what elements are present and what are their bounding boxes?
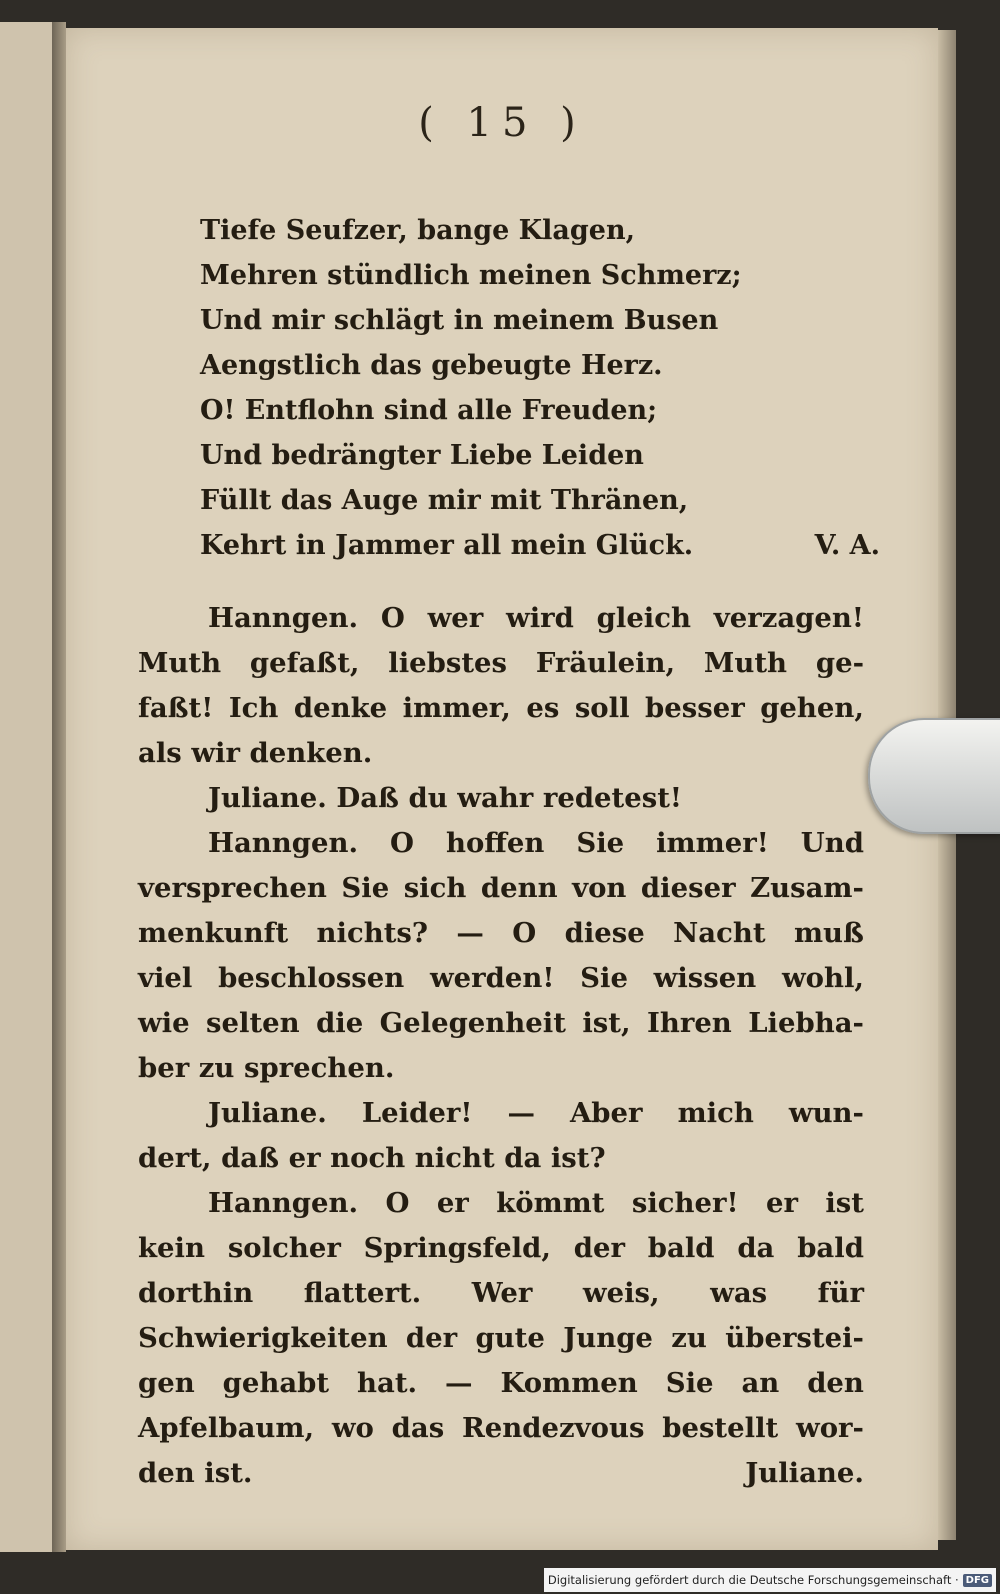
text-line [138,1361,864,1406]
word: er [436,1187,469,1219]
word: besser [645,692,745,724]
word: Wer [471,1277,533,1309]
word: flattert. [303,1277,422,1309]
word: bestellt [662,1412,779,1444]
word: von [572,872,627,904]
word: diese [564,917,645,949]
word: Sie [341,872,390,904]
word: Hanngen. [208,1187,359,1219]
word: Junge [563,1322,653,1354]
word: O [385,1187,410,1219]
word: bald [647,1232,715,1264]
text-line [138,1226,864,1271]
word: wissen [653,962,757,994]
text-line [138,1091,864,1136]
poem-line: Mehren stündlich meinen Schmerz; [200,260,742,291]
word: wun- [788,1097,864,1129]
text-line [138,1316,864,1361]
last-line [138,1451,864,1496]
word: denn [480,872,558,904]
word: soll [574,692,630,724]
word: den [807,1367,864,1399]
word: wo [331,1412,374,1444]
text-line [138,1001,864,1046]
word: menkunft [138,917,289,949]
word: gehabt [222,1367,330,1399]
word: selten [206,1007,300,1039]
word: Leider! [361,1097,473,1129]
word: Schwierigkeiten [138,1322,388,1354]
word: O [512,917,537,949]
word: sich [403,872,467,904]
word: Kommen [500,1367,638,1399]
word: Juliane. [208,1097,327,1129]
text-line [138,641,864,686]
word: wor- [796,1412,864,1444]
poem-line: Tiefe Seufzer, bange Klagen, [200,215,635,246]
word: hoffen [445,827,545,859]
poem-line: Füllt das Auge mir mit Thränen, [200,485,689,516]
previous-page-edge [0,22,55,1552]
word: überstei- [725,1322,864,1354]
word: immer! [656,827,769,859]
dialogue-text [138,596,864,1496]
word: der [573,1232,625,1264]
word: für [817,1277,864,1309]
text-line [138,1406,864,1451]
text-line: als wir denken. [138,737,373,769]
word: zu [671,1322,707,1354]
poem-line: O! Entflohn sind alle Freuden; [200,395,658,426]
word: verzagen! [713,602,864,634]
word: werden! [429,962,555,994]
word: O [390,827,415,859]
text-line [138,1271,864,1316]
poem-line: Und bedrängter Liebe Leiden [200,440,644,471]
word: Sie [580,962,628,994]
word: solcher [227,1232,341,1264]
text-line: Juliane. Daß du wahr redetest! [208,782,682,814]
word: Und [800,827,864,859]
word: Hanngen. [208,827,359,859]
word: an [741,1367,780,1399]
word: gleich [596,602,691,634]
word: denke [293,692,388,724]
word: Apfelbaum, [138,1412,315,1444]
poem-signature: V. A. [814,530,880,561]
word: immer, [402,692,511,724]
word: was [710,1277,768,1309]
digitization-footer [544,1568,996,1592]
word: — [507,1097,535,1129]
word: mich [677,1097,754,1129]
word: er [765,1187,798,1219]
word: Muth [703,647,788,679]
word: Rendezvous [461,1412,645,1444]
word: weis, [582,1277,660,1309]
word: die [316,1007,364,1039]
word: faßt! [138,692,214,724]
book-page [66,28,938,1550]
text-line [138,1181,864,1226]
word: gefaßt, [249,647,360,679]
word: Sie [665,1367,714,1399]
word: O [380,602,405,634]
word: — [445,1367,473,1399]
word: Fräulein, [535,647,676,679]
poem-line: Kehrt in Jammer all mein Glück. [200,530,694,561]
page-number: ( 15 ) [418,100,586,146]
word: wer [427,602,484,634]
word: Springsfeld, [363,1232,551,1264]
page-clip [868,718,1000,834]
word: da [737,1232,775,1264]
word: gehen, [760,692,864,724]
word: wohl, [781,962,864,994]
footer-text: Digitalisierung gefördert durch die Deutsche Forschungsgemeinschaft · [547,1573,959,1587]
word: viel [138,962,193,994]
word: Aber [569,1097,643,1129]
text-line [138,956,864,1001]
word: das [391,1412,445,1444]
word: es [526,692,560,724]
poem-line: Und mir schlägt in meinem Busen [200,305,719,336]
text-line [138,911,864,956]
text-line [138,596,864,641]
word: wie [138,1007,190,1039]
word: beschlossen [218,962,405,994]
word: Ihren [646,1007,732,1039]
word: dorthin [138,1277,254,1309]
word: wird [506,602,574,634]
poem-last-line [200,523,880,568]
word: Nacht [673,917,766,949]
word: bald [797,1232,864,1264]
word: kömmt [496,1187,605,1219]
word: gute [475,1322,545,1354]
text-line [138,866,864,911]
word: nichts? [316,917,429,949]
word: versprechen [138,872,327,904]
word: sicher! [631,1187,739,1219]
book-spine [52,22,66,1552]
text-line: dert, daß er noch nicht da ist? [138,1142,606,1174]
poem-stanza [200,208,880,568]
word: dieser [640,872,736,904]
word: Zusam- [750,872,864,904]
text-line [138,821,864,866]
text-line: ber zu sprechen. [138,1052,395,1084]
word: — [456,917,484,949]
word: gen [138,1367,195,1399]
word: Ich [228,692,279,724]
word: ist [825,1187,864,1219]
word: muß [793,917,864,949]
word: Hanngen. [208,602,359,634]
word: liebstes [388,647,508,679]
text-line: den ist. [138,1457,253,1489]
word: Liebha- [748,1007,864,1039]
word: Sie [576,827,625,859]
word: ist, [582,1007,631,1039]
text-line [138,686,864,731]
catchword: Juliane. [745,1457,864,1489]
word: Gelegenheit [379,1007,566,1039]
word: kein [138,1232,205,1264]
poem-line: Aengstlich das gebeugte Herz. [200,350,663,381]
word: der [405,1322,458,1354]
word: ge- [815,647,864,679]
word: Muth [138,647,222,679]
word: hat. [357,1367,418,1399]
dfg-logo: DFG [963,1574,992,1587]
